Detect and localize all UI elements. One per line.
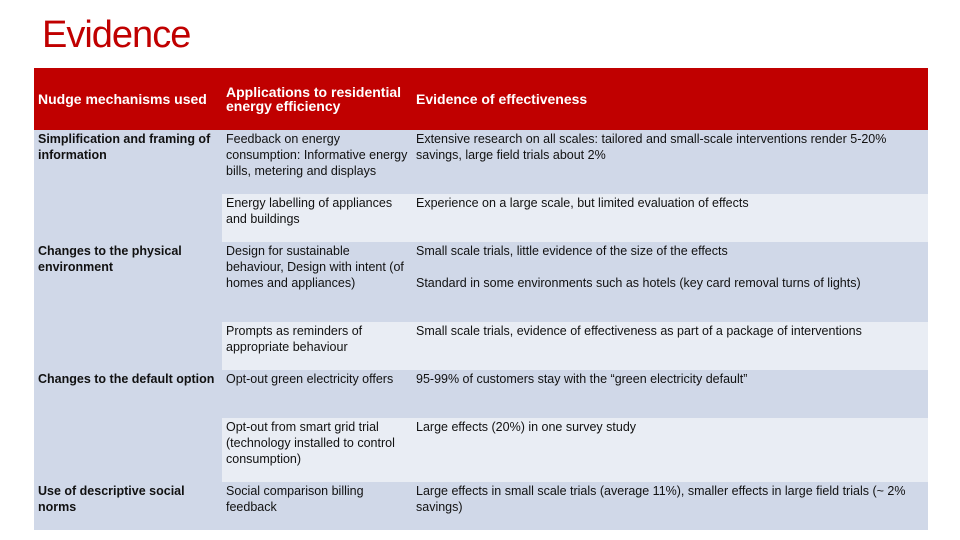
slide-title: Evidence <box>42 14 191 56</box>
application-cell: Opt-out from smart grid trial (technology installed to control consumption) <box>222 418 412 482</box>
evidence-cell: Large effects (20%) in one survey study <box>412 418 928 482</box>
evidence-cell: Extensive research on all scales: tailored and small-scale interventions render 5-20% savings, large field trials about 2% <box>412 130 928 194</box>
mechanism-cell: Changes to the default option <box>34 370 222 482</box>
header-evidence: Evidence of effectiveness <box>412 68 928 130</box>
application-cell: Energy labelling of appliances and buildings <box>222 194 412 242</box>
header-applications: Applications to residential energy efficiency <box>222 68 412 130</box>
mechanism-cell: Simplification and framing of information <box>34 130 222 242</box>
application-cell: Opt-out green electricity offers <box>222 370 412 418</box>
mechanism-cell: Use of descriptive social norms <box>34 482 222 530</box>
evidence-text: Standard in some environments such as hotels (key card removal turns of lights) <box>416 276 861 290</box>
application-cell: Prompts as reminders of appropriate behaviour <box>222 322 412 370</box>
evidence-cell: Experience on a large scale, but limited evaluation of effects <box>412 194 928 242</box>
evidence-text: Small scale trials, little evidence of the size of the effects <box>416 244 728 258</box>
application-cell: Feedback on energy consumption: Informative energy bills, metering and displays <box>222 130 412 194</box>
evidence-cell <box>412 242 928 322</box>
evidence-cell: 95-99% of customers stay with the “green electricity default” <box>412 370 928 418</box>
application-cell: Social comparison billing feedback <box>222 482 412 530</box>
mechanism-cell: Changes to the physical environment <box>34 242 222 370</box>
application-cell: Design for sustainable behaviour, Design with intent (of homes and appliances) <box>222 242 412 322</box>
evidence-cell: Small scale trials, evidence of effectiveness as part of a package of interventions <box>412 322 928 370</box>
header-mechanisms: Nudge mechanisms used <box>34 68 222 130</box>
evidence-cell: Large effects in small scale trials (average 11%), smaller effects in large field trials (~ 2% savings) <box>412 482 928 530</box>
